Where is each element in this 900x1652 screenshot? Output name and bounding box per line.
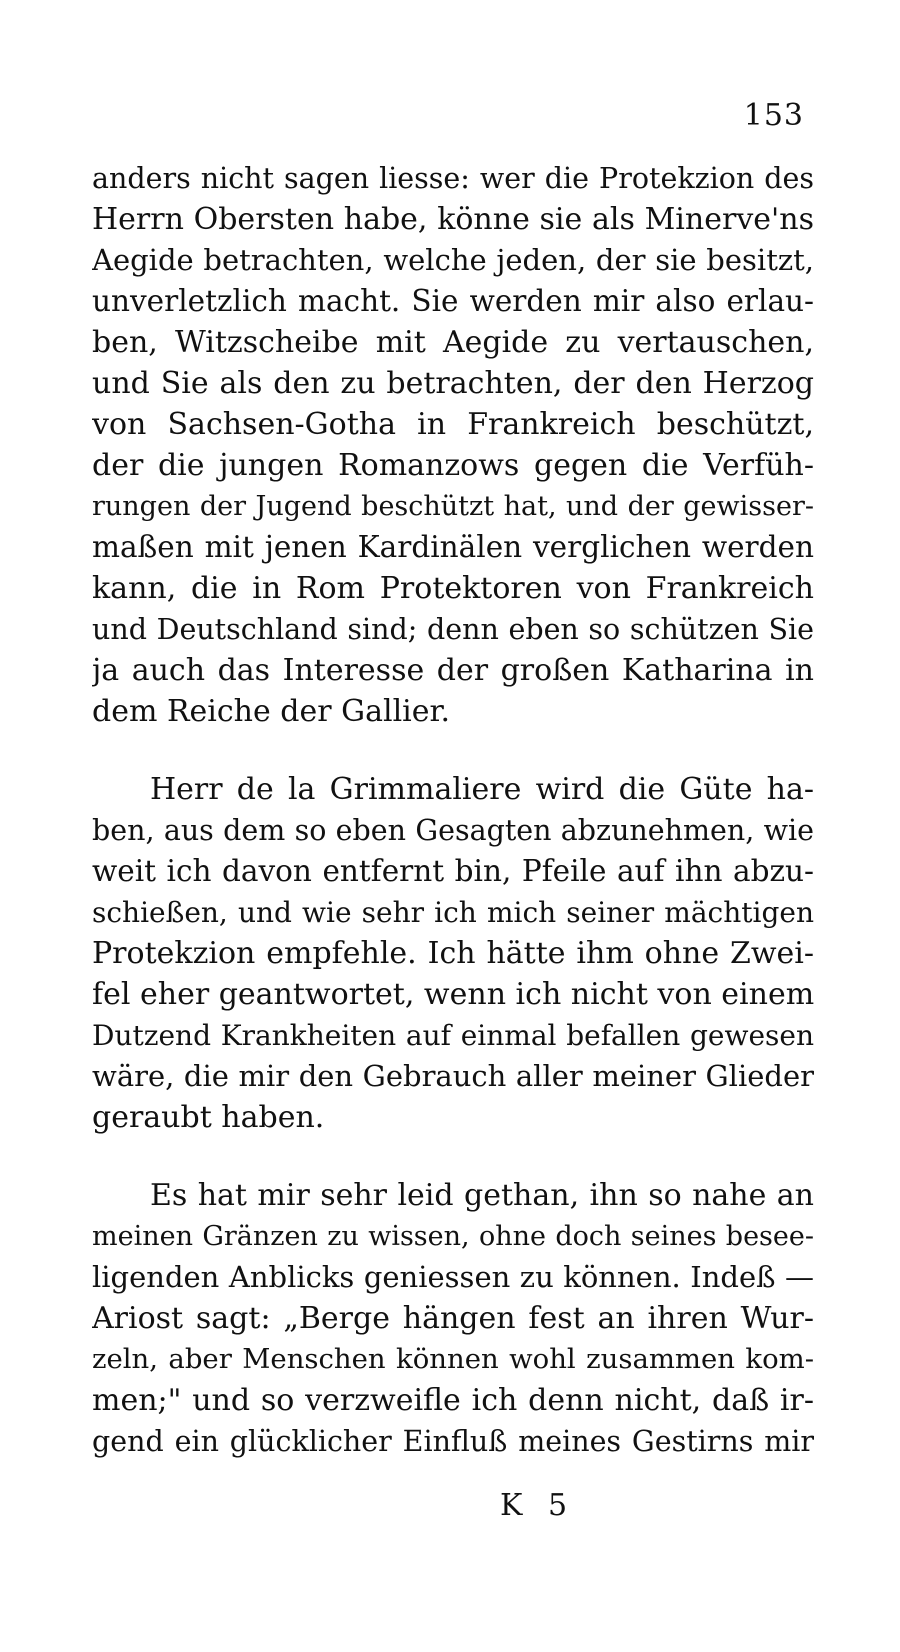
text-line: ben, Witzscheibe mit Aegide zu vertauschen, — [92, 325, 814, 360]
paragraph-3 — [92, 1175, 814, 1462]
text-line: und Sie als den zu betrachten, der den Herzog — [92, 366, 814, 401]
paragraph-gap — [92, 732, 814, 769]
text-line: zeln, aber Menschen können wohl zusammen kom- — [92, 1343, 814, 1375]
text-line: Protekzion empfehle. Ich hätte ihm ohne Zwei- — [92, 936, 814, 971]
text-line: Herr de la Grimmaliere wird die Güte ha- — [150, 772, 814, 807]
paragraph-1 — [92, 158, 814, 732]
text-line: Herrn Obersten habe, könne sie als Minerve'ns — [92, 202, 814, 237]
text-line: der die jungen Romanzows gegen die Verfüh- — [92, 448, 814, 483]
text-line: geraubt haben. — [92, 1100, 325, 1135]
text-line: weit ich davon entfernt bin, Pfeile auf ihn abzu- — [92, 854, 814, 888]
paragraph-gap — [92, 1138, 814, 1175]
text-line: Es hat mir sehr leid gethan, ihn so nahe an — [150, 1178, 814, 1213]
text-line: anders nicht sagen liesse: wer die Protekzion des — [92, 162, 814, 195]
text-line: rungen der Jugend beschützt hat, und der gewisser- — [92, 491, 814, 522]
text-line: fel eher geantwortet, wenn ich nicht von einem — [92, 977, 814, 1012]
text-line: Dutzend Krankheiten auf einmal befallen gewesen — [92, 1019, 814, 1052]
paragraph-2 — [92, 769, 814, 1138]
text-line: unverletzlich macht. Sie werden mir also erlau- — [92, 284, 814, 318]
text-line: schießen, und wie sehr ich mich seiner mächtigen — [92, 896, 814, 929]
text-line: ben, aus dem so eben Gesagten abzunehmen, wie — [92, 814, 814, 847]
text-line: gend ein glücklicher Einfluß meines Gestirns mir — [92, 1425, 814, 1458]
text-line: wäre, die mir den Gebrauch aller meiner Glieder — [92, 1059, 814, 1093]
text-line: von Sachsen-Gotha in Frankreich beschützt, — [92, 407, 814, 442]
page-number: 153 — [743, 98, 804, 133]
text-line: maßen mit jenen Kardinälen verglichen werden — [92, 530, 814, 564]
text-line: kann, die in Rom Protektoren von Frankreich — [92, 571, 814, 606]
text-line: Ariost sagt: „Berge hängen fest an ihren Wur- — [92, 1301, 814, 1336]
text-line: ligenden Anblicks geniessen zu können. Indeß — — [92, 1260, 814, 1294]
text-line: ja auch das Interesse der großen Katharina in — [92, 653, 814, 688]
text-line: und Deutschland sind; denn eben so schützen Sie — [92, 613, 814, 646]
text-line: dem Reiche der Gallier. — [92, 694, 451, 729]
text-line: men;" und so verzweifle ich denn nicht, daß ir- — [92, 1383, 814, 1418]
signature-mark: K 5 — [500, 1488, 576, 1523]
text-line: Aegide betrachten, welche jeden, der sie besitzt, — [92, 243, 814, 277]
text-line: meinen Gränzen zu wissen, ohne doch seines besee- — [92, 1221, 814, 1252]
body-text — [92, 158, 814, 1462]
